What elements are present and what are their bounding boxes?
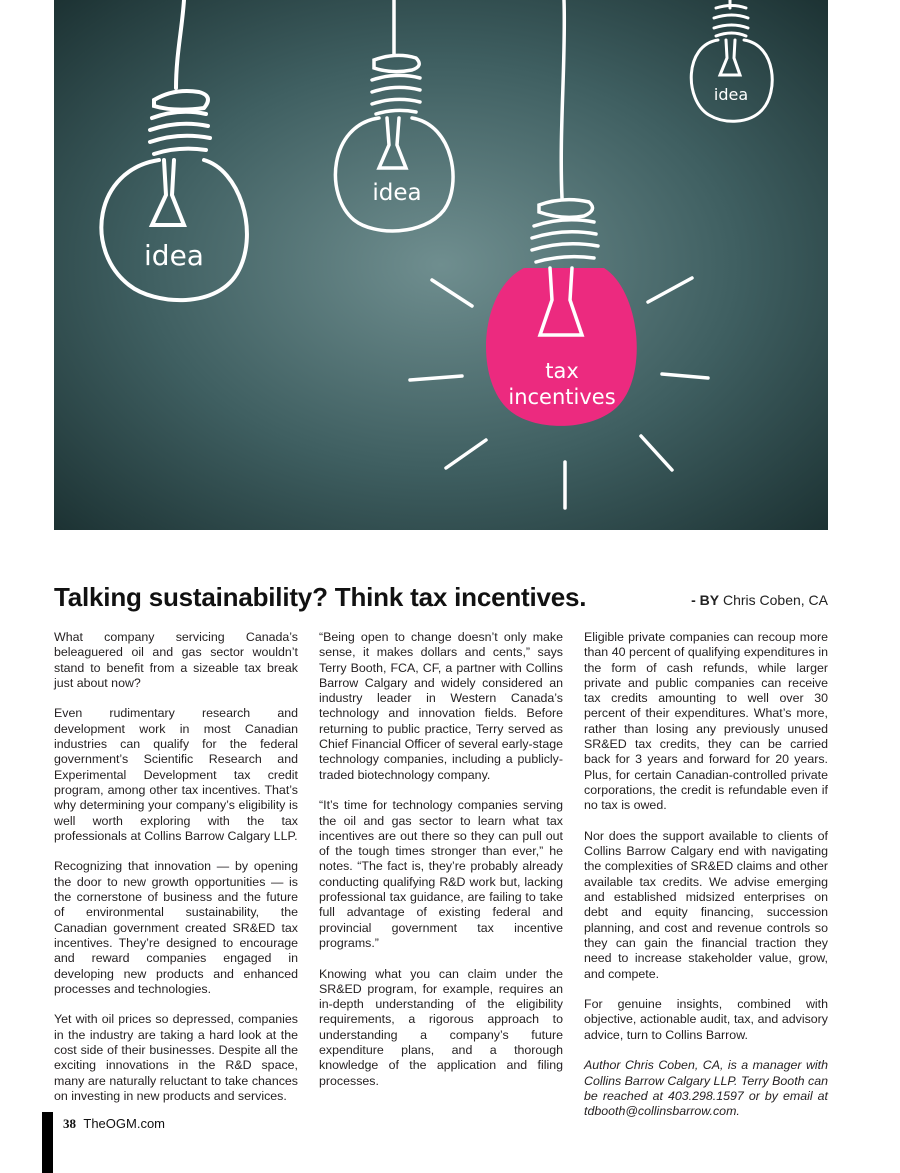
incentives-label: incentives xyxy=(508,385,616,409)
article-column-2 xyxy=(319,630,563,1104)
byline-prefix: - BY xyxy=(691,592,720,608)
author-note: Author Chris Coben, CA, is a manager with Collins Barrow Calgary LLP. Terry Booth can be reached at 403.298.1597 or by email at tdbooth@collinsbarrow.com. xyxy=(584,1058,828,1119)
idea-label-right: idea xyxy=(713,85,749,104)
article-headline: Talking sustainability? Think tax incentives. xyxy=(54,582,587,612)
byline xyxy=(691,592,828,608)
page-number: 38 xyxy=(63,1116,76,1131)
idea-label-middle: idea xyxy=(372,180,422,206)
paragraph: Nor does the support available to clients of Collins Barrow Calgary end with navigating the complexities of SR&ED claims and other available tax credits. We advise emerging and established midsized enterprises on debt and equity financing, succession planning, and cost and revenue controls so they can gain the financial traction they need to increase stakeholder value, grow, and compete. xyxy=(584,828,828,981)
article-column-3 xyxy=(584,630,828,1135)
footer-bar xyxy=(42,1112,53,1173)
idea-label-left: idea xyxy=(144,239,204,272)
headline-row xyxy=(54,582,828,616)
paragraph: Recognizing that innovation — by opening the door to new growth opportunities — is the cornerstone of business and the future of environmental sustainability, the Canadian government created SR&ED tax incentives. They’re designed to encourage and reward companies engaged in developing new products and enhanced processes and technologies. xyxy=(54,859,298,996)
paragraph: “Being open to change doesn’t only make sense, it makes dollars and cents,” says Terry Booth, FCA, CF, a partner with Collins Barrow Calgary and widely considered an industry leader in Western Canada’s technology and innovation fields. Before returning to public practice, Terry served as Chief Financial Officer of several early-stage technology companies, including a publicly-traded biotechnology company. xyxy=(319,630,563,782)
paragraph: Eligible private companies can recoup more than 40 percent of qualifying expenditures in the form of cash refunds, while larger private and public companies can receive tax credits amounting to well over 30 percent of their expenditures. What’s more, rather than losing any previously unused SR&ED tax credits, they can be carried back for 3 years and forward for 20 years. Plus, for certain Canadian-controlled private corporations, the credit is refundable even if no tax is owed. xyxy=(584,630,828,813)
paragraph: “It’s time for technology companies serving the oil and gas sector to learn what tax incentives are out there so they can pull out of the tough times stronger than ever,” he notes. “The fact is, they’re probably already conducting qualifying R&D work but, lacking professional tax guidance, are failing to take full advantage of existing federal and provincial government tax incentive programs.” xyxy=(319,798,563,950)
paragraph: Yet with oil prices so depressed, companies in the industry are taking a hard look at the cost side of their businesses. Despite all the exciting innovations in the R&D space, many are naturally reluctant to take chances on investing in new products and services. xyxy=(54,1012,298,1103)
paragraph: Knowing what you can claim under the SR&ED program, for example, requires an in-depth understanding of the eligibility requirements, a rigorous approach to understanding a company’s future expenditure plans, and a thorough knowledge of the application and filing processes. xyxy=(319,966,563,1088)
paragraph: Even rudimentary research and development work in most Canadian industries can qualify for the federal government’s Scientific Research and Experimental Development tax credit program, among other tax incentives. That’s why determining your company’s eligibility is well worth exploring with the tax professionals at Collins Barrow Calgary LLP. xyxy=(54,706,298,843)
article-column-1 xyxy=(54,630,298,1120)
paragraph: For genuine insights, combined with objective, actionable audit, tax, and advisory advice, turn to Collins Barrow. xyxy=(584,997,828,1042)
page-footer xyxy=(63,1116,165,1132)
site-link[interactable]: TheOGM.com xyxy=(83,1116,166,1131)
byline-author: Chris Coben, CA xyxy=(722,592,828,608)
tax-label: tax xyxy=(545,359,579,383)
hero-illustration xyxy=(54,0,828,530)
paragraph: What company servicing Canada’s beleaguered oil and gas sector wouldn’t stand to benefit from a sizeable tax break just about now? xyxy=(54,630,298,690)
